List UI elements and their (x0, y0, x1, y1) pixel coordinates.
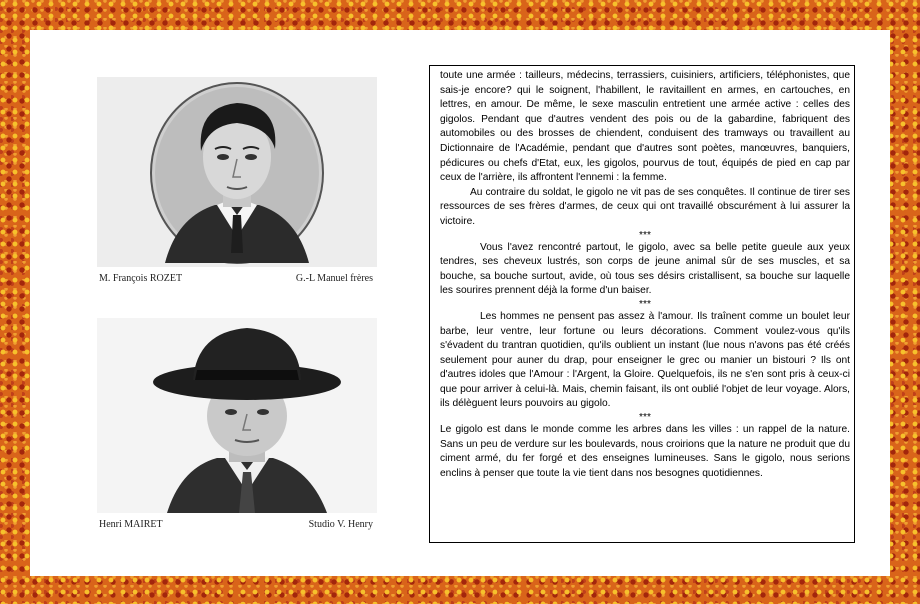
paragraph-3: Vous l'avez rencontré partout, le gigolo, avec sa belle petite gueule aux yeux tendres, ses cheveux lustrés, son corps de jeune animal sûr de ses muscles, et sa bouche, sa bouche surtout, avide, où tous ses désirs cristallisent, sa bouche sur laquelle les sourires prennent déjà la forme d'un baiser. (440, 241, 850, 297)
caption-credit: Studio V. Henry (308, 519, 373, 530)
photo-mairet (97, 318, 377, 537)
article-text-box (429, 65, 855, 543)
paragraph-5: Le gigolo est dans le monde comme les arbres dans les villes : un rappel de la nature. Sans un peu de verdure sur les boulevards, nous croirions que la nature ne produit que du ciment armé, du fer forgé et des enseignes lumineuses. Sans le gigolo, nous serions enclins à penser que toute la vie tient dans nos besognes quotidiennes. (440, 424, 850, 479)
section-separator: *** (639, 229, 651, 241)
caption-name: M. François ROZET (99, 273, 183, 284)
paragraph-1: toute une armée : tailleurs, médecins, terrassiers, cuisiniers, artificiers, téléphonistes, que sais-je encore? qui le soignent, l'habillent, le ravitaillent en armes, en cartouches, en lettres, en amour. De même, le sexe masculin entretient une armée active : celles des gigolos. Pendant que d'autres vendent des pois ou de la gabardine, fabriquent des automobiles ou des brosses de chiendent, conduisent des tramways ou travaillent au Dictionnaire de l'Académie, pendant que d'autres sont poètes, manœuvres, banquiers, pédicures ou chefs d'Etat, eux, les gigolos, pourvus de tout, équipés de pied en cap par ceux de l'arrière, ils affrontent l'ennemi : la femme. (440, 70, 850, 184)
paragraph-2: Au contraire du soldat, le gigolo ne vit pas de ses conquêtes. Il continue de tirer ses ressources de ses frères d'armes, de ceux qui ont travaillé obscurément à lui assurer la victoire. (440, 186, 850, 227)
caption-rozet (97, 273, 377, 291)
portrait-rozet (97, 77, 377, 267)
section-separator: *** (639, 412, 651, 424)
caption-credit: G.-L Manuel frères (295, 273, 373, 284)
portrait-mairet (97, 318, 377, 513)
caption-mairet (97, 519, 377, 537)
paragraph-4: Les hommes ne pensent pas assez à l'amour. Ils traînent comme un boulet leur barbe, leur ventre, leur fortune ou leurs décorations. Comment voulez-vous qu'ils s'évadent du trantran quotidien, qu'ils oublient un instant (lue nous n'avons pas été créés seulement pour auner du drap, pour enseigner le grec ou manier un bistouri ? Ils ont d'autres idoles que l'Amour : l'Argent, la Gloire. Quelquefois, ils ne s'en sont pris à ceux-ci que pour arriver à celui-là. Mais, chemin faisant, ils ont oublié l'objet de leur voyage. Alors, ils délèguent leurs pouvoirs au gigolo. (440, 310, 850, 410)
section-separator: *** (639, 298, 651, 310)
page-sheet (30, 30, 890, 576)
caption-name: Henri MAIRET (99, 519, 163, 530)
photo-rozet (97, 77, 377, 291)
